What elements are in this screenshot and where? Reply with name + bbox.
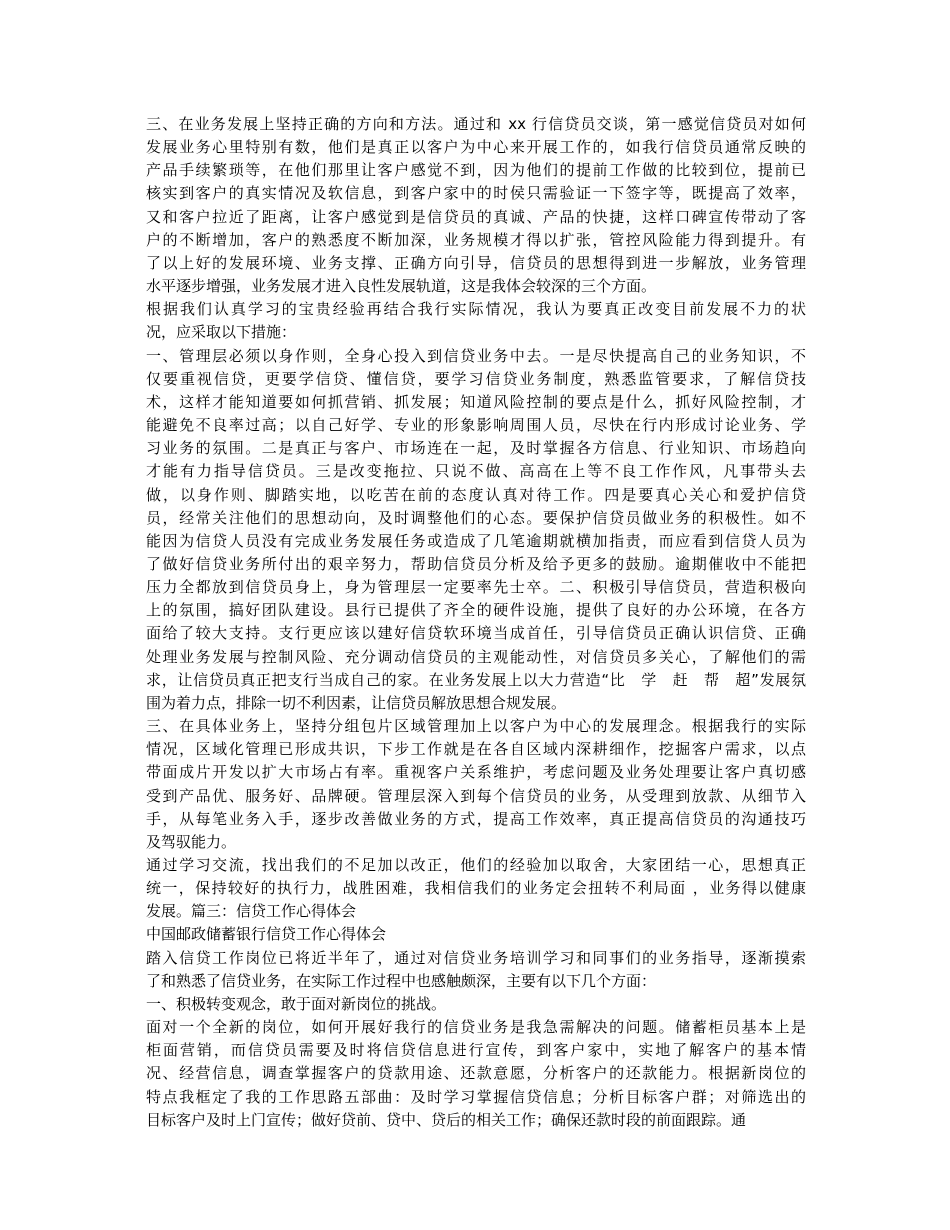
text-line: 受到产品优、服务好、品牌硬。管理层深入到每个信贷员的业务，从受理到放款、从细节入 <box>146 786 806 805</box>
text-line: 习业务的氛围。二是真正与客户、市场连在一起，及时掌握各方信息、行业知识、市场趋向 <box>146 439 806 458</box>
text-line: 员，经常关注他们的思想动向，及时调整他们的心态。要保护信贷员做业务的积极性。如不 <box>146 508 806 527</box>
text-line: 面给了较大支持。支行更应该以建好信贷软环境当成首任，引导信贷员正确认识信贷、正确 <box>146 624 806 643</box>
text-line: 做，以身作则、脚踏实地，以吃苦在前的态度认真对待工作。四是要真心关心和爱护信贷 <box>146 485 806 504</box>
text-line: 水平逐步增强，业务发展才进入良性发展轨道，这是我体会较深的三个方面。 <box>146 277 657 296</box>
text-line: 通过学习交流，找出我们的不足加以改正，他们的经验加以取舍，大家团结一心，思想真正 <box>146 856 806 874</box>
text-line: 况、经营信息，调查掌握客户的贷款用途、还款意愿，分析客户的还款能力。根据新岗位的 <box>146 1064 806 1083</box>
text-line: 特点我框定了我的工作思路五部曲：及时学习掌握信贷信息；分析目标客户群；对筛选出的 <box>146 1087 806 1106</box>
paragraph <box>146 1016 806 1132</box>
text-line: 仅要重视信贷，更要学信贷、懂信贷，要学习信贷业务制度，熟悉监管要求，了解信贷技 <box>146 369 806 388</box>
text-line: 求，让信贷员真正把支行当成自己的家。在业务发展上以大力营造“比 学 赶 帮 超”发展氛 <box>146 670 806 689</box>
text-line: 一、积极转变观念，敢于面对新岗位的挑战。 <box>146 994 447 1013</box>
text-line: 术，这样才能知道要如何抓营销、抓发展；知道风险控制的要点是什么，抓好风险控制，才 <box>146 392 806 411</box>
paragraph <box>146 298 806 344</box>
text-line: 手，从每笔业务入手，逐步改善做业务的方式，提高工作效率，真正提高信贷员的沟通技巧 <box>146 809 806 828</box>
paragraph <box>146 947 806 993</box>
text-line: 一、管理层必须以身作则，全身心投入到信贷业务中去。一是尽快提高自己的业务知识，不 <box>146 346 806 365</box>
text-line: 目标客户及时上门宣传；做好贷前、贷中、贷后的相关工作；确保还款时段的前面跟踪。通 <box>146 1110 747 1129</box>
text-line: 面对一个全新的岗位，如何开展好我行的信贷业务是我急需解决的问题。储蓄柜员基本上是 <box>146 1018 806 1037</box>
text-line: 中国邮政储蓄银行信贷工作心得体会 <box>146 925 387 944</box>
text-line: 踏入信贷工作岗位已将近半年了，通过对信贷业务培训学习和同事们的业务指导，逐渐摸索 <box>146 948 806 967</box>
text-line: 柜面营销，而信贷员需要及时将信贷信息进行宣传，到客户家中，实地了解客户的基本情 <box>146 1041 806 1060</box>
text-line: 又和客户拉近了距离，让客户感觉到是信贷员的真诚、产品的快捷，这样口碑宣传带动了客 <box>146 207 806 226</box>
paragraph <box>146 345 806 716</box>
text-line: 及驾驭能力。 <box>146 832 237 851</box>
text-line: 围为着力点，排除一切不利因素，让信贷员解放思想合规发展。 <box>146 693 567 712</box>
text-line: 能避免不良率过高；以自己好学、专业的形象影响周围人员，尽快在行内形成讨论业务、学 <box>146 416 806 435</box>
text-line: 三、在具体业务上，坚持分组包片区域管理加上以客户为中心的发展理念。根据我行的实际 <box>146 717 806 736</box>
text-line: 根据我们认真学习的宝贵经验再结合我行实际情况，我认为要真正改变目前发展不力的状 <box>146 300 806 319</box>
text-line: 户的不断增加，客户的熟悉度不断加深，业务规模才得以扩张，管控风险能力得到提升。有 <box>146 230 806 249</box>
paragraph <box>146 993 806 1016</box>
text-line: 带面成片开发以扩大市场占有率。重视客户关系维护，考虑问题及业务处理要让客户真切感 <box>146 763 806 782</box>
text-line: 压力全都放到信贷员身上，身为管理层一定要率先士卒。二、积极引导信贷员，营造积极向 <box>146 578 806 597</box>
document-body <box>146 113 806 1132</box>
text-line: 能因为信贷人员没有完成业务发展任务或造成了几笔逾期就横加指责，而应看到信贷人员为 <box>146 531 806 550</box>
text-line: 核实到客户的真实情况及软信息，到客户家中的时侯只需验证一下签字等，既提高了效率， <box>146 184 806 203</box>
text-line: 了做好信贷业务所付出的艰辛努力，帮助信贷员分析及给予更多的鼓励。逾期催收中不能把 <box>146 554 806 573</box>
text-line: 处理业务发展与控制风险、充分调动信贷员的主观能动性，对信贷员多关心，了解他们的需 <box>146 647 806 666</box>
paragraph <box>146 854 806 923</box>
text-line: 情况，区域化管理已形成共识，下步工作就是在各自区域内深耕细作，挖掘客户需求，以点 <box>146 740 806 759</box>
text-line: 产品手续繁琐等，在他们那里让客户感觉不到，因为他们的提前工作做的比较到位，提前已 <box>146 161 806 180</box>
paragraph <box>146 113 806 298</box>
text-line: 了和熟悉了信贷业务，在实际工作过程中也感触颇深，主要有以下几个方面： <box>146 971 657 990</box>
text-line: 三、在业务发展上坚持正确的方向和方法。通过和 xx 行信贷员交谈，第一感觉信贷员对如何 <box>146 115 806 133</box>
text-line: 统一，保持较好的执行力，战胜困难，我相信我们的业务定会扭转不利局面 ，业务得以健康 <box>146 879 806 898</box>
text-line: 上的氛围，搞好团队建设。县行已提供了齐全的硬件设施，提供了良好的办公环境，在各方 <box>146 601 806 620</box>
text-line: 才能有力指导信贷员。三是改变拖拉、只说不做、高高在上等不良工作作风，凡事带头去 <box>146 462 806 481</box>
text-line: 况，应采取以下措施： <box>146 323 297 342</box>
text-line: 发展业务心里特别有数，他们是真正以客户为中心来开展工作的，如我行信贷员通常反映的 <box>146 138 806 157</box>
text-line: 发展。篇三：信贷工作心得体会 <box>146 902 357 921</box>
paragraph <box>146 923 806 946</box>
text-line: 了以上好的发展环境、业务支撑、正确方向引导，信贷员的思想得到进一步解放，业务管理 <box>146 253 806 272</box>
paragraph <box>146 715 806 854</box>
